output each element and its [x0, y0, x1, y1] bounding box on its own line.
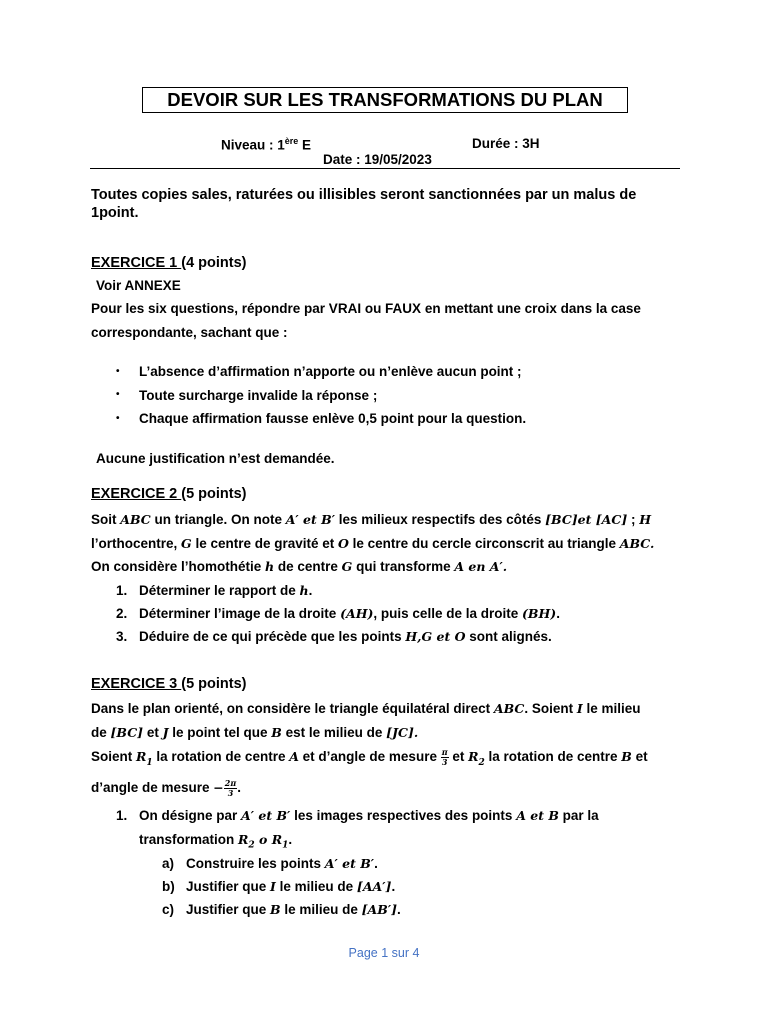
- math: .: [502, 559, 508, 574]
- text: ;: [627, 512, 640, 527]
- math: G: [341, 559, 353, 574]
- math: H: [639, 512, 652, 527]
- text: par la: [558, 808, 599, 823]
- ex1-intro-2: correspondante, sachant que :: [91, 325, 288, 340]
- text: les milieux respectifs des côtés: [335, 512, 546, 527]
- text: est le milieu de: [281, 725, 387, 740]
- date: Date : 19/05/2023: [323, 152, 432, 167]
- exercise-3-points: (5 points): [181, 676, 247, 692]
- math: ABC: [493, 701, 525, 716]
- math: .: [413, 725, 419, 740]
- ex2-question-1: [139, 583, 312, 598]
- ex3-line-3: [91, 748, 648, 768]
- sub-question-label: c): [162, 902, 175, 917]
- math-subscript: 2: [248, 840, 255, 851]
- text: d’angle de mesure: [91, 780, 214, 796]
- text: .: [308, 583, 313, 598]
- fraction-2pi-over-3: [224, 779, 237, 798]
- math: h: [265, 559, 275, 574]
- exercise-2-title: [91, 486, 247, 502]
- text: qui transforme: [352, 559, 455, 574]
- math: A′ et B′: [324, 856, 375, 871]
- math: −: [213, 780, 224, 796]
- text: et d’angle de mesure: [298, 749, 441, 765]
- math: [JC]: [386, 725, 414, 740]
- text: et: [143, 725, 163, 740]
- math: o: [254, 832, 272, 847]
- math: [AB′]: [361, 902, 398, 917]
- question-number: 3.: [116, 629, 128, 644]
- list-item: Toute surcharge invalide la réponse ;: [139, 388, 378, 403]
- text: la rotation de centre: [152, 749, 290, 765]
- math: ABC: [619, 536, 650, 551]
- ex3-question-1-line-1: [139, 808, 599, 823]
- text: , puis celle de la droite: [373, 606, 522, 621]
- math: A et B: [516, 808, 559, 823]
- text: le milieu de: [275, 879, 357, 894]
- math: (BH): [521, 606, 557, 621]
- math: [AA′]: [356, 879, 392, 894]
- math: A′ et B′: [241, 808, 291, 823]
- ex1-annexe: Voir ANNEXE: [96, 278, 181, 293]
- ex2-question-3: [139, 629, 552, 644]
- math-subscript: 1: [282, 840, 289, 851]
- math: G: [181, 536, 192, 551]
- text: Soit: [91, 512, 121, 527]
- exercise-1-points: (4 points): [181, 255, 247, 271]
- math: A en A′: [454, 559, 503, 574]
- header-divider: [90, 168, 680, 169]
- bullet-icon: •: [116, 389, 120, 400]
- exercise-2-points: (5 points): [181, 486, 247, 502]
- ex3-question-1b: [186, 879, 395, 894]
- math-subscript: 2: [478, 757, 485, 768]
- notice-line-2: 1point.: [91, 205, 139, 221]
- text: et: [448, 749, 469, 765]
- sub-question-label: a): [162, 856, 175, 871]
- text: Déterminer le rapport de: [139, 583, 300, 598]
- page-title: DEVOIR SUR LES TRANSFORMATIONS DU PLAN: [142, 87, 628, 113]
- math: R: [271, 832, 283, 847]
- fraction-pi-over-3: [441, 748, 449, 767]
- text: Justifier que: [186, 879, 271, 894]
- math: ABC: [120, 512, 151, 527]
- fraction-denominator: 3: [227, 788, 234, 798]
- ex3-question-1-line-2: [139, 832, 292, 851]
- text: et: [631, 749, 648, 765]
- math: [BC]: [110, 725, 144, 740]
- ex3-question-1a: [186, 856, 378, 871]
- exercise-2-heading: EXERCICE 2: [91, 486, 182, 502]
- math: B: [270, 902, 281, 917]
- ex2-line-3: [91, 559, 507, 574]
- question-number: 1.: [116, 808, 128, 823]
- ex2-line-1: [91, 512, 651, 527]
- question-number: 2.: [116, 606, 128, 621]
- text: .: [397, 902, 401, 917]
- text: On désigne par: [139, 808, 242, 823]
- math-subscript: 1: [146, 757, 153, 768]
- text: le milieu de: [280, 902, 362, 917]
- math: h: [299, 583, 309, 598]
- ex2-line-2: [91, 536, 654, 551]
- math: B: [621, 749, 632, 765]
- fraction-numerator: 2π: [224, 778, 237, 788]
- niveau-sup: ère: [284, 136, 299, 146]
- text: On considère l’homothétie: [91, 559, 266, 574]
- list-item: Chaque affirmation fausse enlève 0,5 point pour la question.: [139, 411, 527, 426]
- niveau-suffix: E: [298, 137, 312, 153]
- exercise-1-heading: EXERCICE 1: [91, 255, 182, 271]
- math: (AH): [340, 606, 374, 621]
- exercise-3-heading: EXERCICE 3: [91, 676, 182, 692]
- text: transformation: [139, 832, 239, 847]
- math: R: [238, 832, 249, 847]
- math: B: [271, 725, 282, 740]
- text: Déterminer l’image de la droite: [139, 606, 341, 621]
- niveau: [221, 136, 311, 153]
- text: Justifier que: [186, 902, 271, 917]
- text: . Soient: [524, 701, 577, 716]
- list-item: L’absence d’affirmation n’apporte ou n’enlève aucun point ;: [139, 364, 522, 379]
- text: .: [288, 832, 293, 847]
- sub-question-label: b): [162, 879, 175, 894]
- text: .: [556, 606, 560, 621]
- text: Soient: [91, 749, 137, 765]
- text: .: [391, 879, 396, 894]
- page-number-footer: Page 1 sur 4: [348, 946, 420, 960]
- math: I: [576, 701, 583, 716]
- text: Déduire de ce qui précède que les points: [139, 629, 406, 644]
- text: Dans le plan orienté, on considère le triangle équilatéral direct: [91, 701, 494, 716]
- exercise-3-title: [91, 676, 247, 692]
- text: les images respectives des points: [290, 808, 517, 823]
- math: [BC]et [AC]: [545, 512, 628, 527]
- fraction-numerator: π: [441, 747, 448, 757]
- question-number: 1.: [116, 583, 128, 598]
- text: .: [237, 780, 241, 796]
- math: O: [338, 536, 349, 551]
- math: A′ et B′: [285, 512, 335, 527]
- niveau-label: Niveau : 1: [221, 137, 285, 153]
- text: l’orthocentre,: [91, 536, 182, 551]
- math: R: [468, 749, 479, 765]
- exercise-1-title: [91, 255, 247, 271]
- math: J: [162, 725, 169, 740]
- fraction-denominator: 3: [441, 757, 448, 767]
- text: un triangle. On note: [150, 512, 286, 527]
- text: le point tel que: [168, 725, 272, 740]
- math: ,: [417, 629, 422, 644]
- math: G et O: [421, 629, 466, 644]
- text: le centre de gravité et: [191, 536, 339, 551]
- math: I: [270, 879, 276, 894]
- text: .: [374, 856, 378, 871]
- ex1-note: Aucune justification n’est demandée.: [96, 451, 335, 466]
- text: le milieu: [582, 701, 641, 716]
- ex1-intro-1: Pour les six questions, répondre par VRAI ou FAUX en mettant une croix dans la case: [91, 301, 641, 316]
- ex3-line-2: [91, 725, 418, 740]
- math: A: [289, 749, 299, 765]
- math: R: [136, 749, 147, 765]
- notice-line-1: Toutes copies sales, raturées ou illisibles seront sanctionnées par un malus de: [91, 187, 637, 203]
- math: .: [650, 536, 655, 551]
- bullet-icon: •: [116, 366, 120, 377]
- bullet-icon: •: [116, 413, 120, 424]
- ex3-line-4: [91, 779, 241, 798]
- duree: Durée : 3H: [472, 136, 540, 151]
- ex3-question-1c: [186, 902, 401, 917]
- text: de centre: [274, 559, 342, 574]
- text: sont alignés.: [465, 629, 552, 644]
- math: H: [405, 629, 418, 644]
- text: de: [91, 725, 111, 740]
- text: la rotation de centre: [484, 749, 622, 765]
- ex3-line-1: [91, 701, 640, 716]
- text: le centre du cercle circonscrit au triangle: [348, 536, 620, 551]
- ex2-question-2: [139, 606, 560, 621]
- text: Construire les points: [186, 856, 325, 871]
